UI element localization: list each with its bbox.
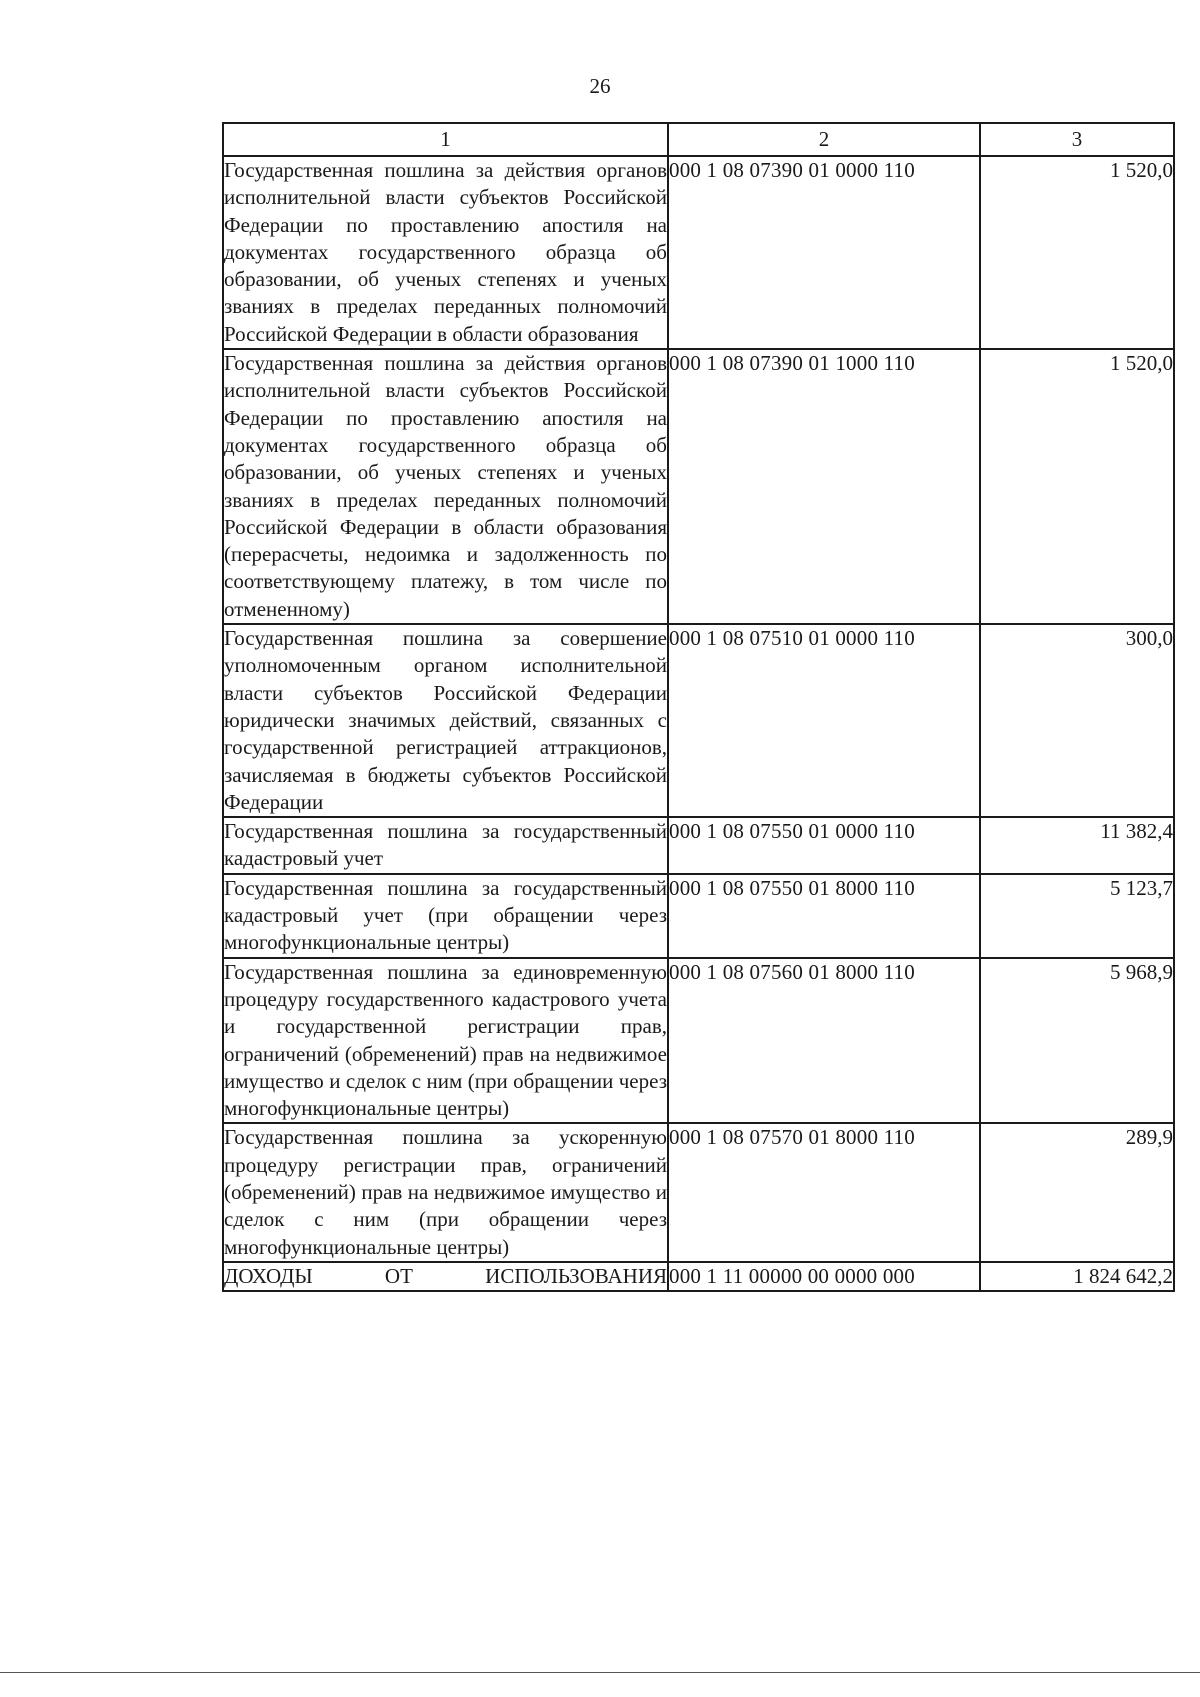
revenue-name-cell: Государственная пошлина за ускоренную процедуру регистрации прав, ограничений (обременений) прав на недвижимое имущество и сделок с ним (при обращении через многофункциональные центры) xyxy=(223,1123,668,1261)
revenue-amount-cell: 5 968,9 xyxy=(980,958,1174,1124)
revenue-amount-cell: 289,9 xyxy=(980,1123,1174,1261)
revenue-amount-cell: 11 382,4 xyxy=(980,817,1174,874)
revenue-name-cell: Государственная пошлина за государственный кадастровый учет (при обращении через многофункциональные центры) xyxy=(223,874,668,958)
table-row xyxy=(223,817,1174,874)
revenue-code-cell: 000 1 08 07390 01 0000 110 xyxy=(668,156,980,349)
revenue-code-cell: 000 1 08 07550 01 0000 110 xyxy=(668,817,980,874)
page-number: 26 xyxy=(589,74,611,98)
revenue-name-cell: Государственная пошлина за единовременную процедуру государственного кадастрового учета и государственной регистрации прав, ограничений (обременений) прав на недвижимое имущество и сделок с ним (при обращении через многофункциональные центры) xyxy=(223,958,668,1124)
revenue-name-cell: Государственная пошлина за действия органов исполнительной власти субъектов Российской Федерации по проставлению апостиля на документах государственного образца об образовании, об ученых степенях и ученых званиях в пределах переданных полномочий Российской Федерации в области образования xyxy=(223,156,668,349)
column-header-1: 1 xyxy=(223,123,668,156)
revenue-code-cell: 000 1 08 07550 01 8000 110 xyxy=(668,874,980,958)
revenue-name-cell: Государственная пошлина за государственный кадастровый учет xyxy=(223,817,668,874)
table-row xyxy=(223,349,1174,624)
revenue-name-cell: Государственная пошлина за действия органов исполнительной власти субъектов Российской Федерации по проставлению апостиля на документах государственного образца об образовании, об ученых степенях и ученых званиях в пределах переданных полномочий Российской Федерации в области образования (перерасчеты, недоимка и задолженность по соответствующему платежу, в том числе по отмененному) xyxy=(223,349,668,624)
revenue-amount-cell: 1 520,0 xyxy=(980,156,1174,349)
revenue-code-cell: 000 1 08 07570 01 8000 110 xyxy=(668,1123,980,1261)
revenue-code-cell: 000 1 11 00000 00 0000 000 xyxy=(668,1262,980,1291)
table-row xyxy=(223,1262,1174,1291)
table-header-row xyxy=(223,123,1174,156)
revenue-amount-cell: 1 824 642,2 xyxy=(980,1262,1174,1291)
table-row xyxy=(223,874,1174,958)
page-bottom-rule xyxy=(0,1672,1200,1673)
column-header-3: 3 xyxy=(980,123,1174,156)
revenue-name-cell: ДОХОДЫ ОТ ИСПОЛЬЗОВАНИЯ xyxy=(223,1262,668,1291)
revenue-amount-cell: 5 123,7 xyxy=(980,874,1174,958)
table-row xyxy=(223,624,1174,817)
table-row xyxy=(223,156,1174,349)
budget-revenue-table xyxy=(222,122,1175,1292)
revenue-code-cell: 000 1 08 07510 01 0000 110 xyxy=(668,624,980,817)
column-header-2: 2 xyxy=(668,123,980,156)
revenue-code-cell: 000 1 08 07560 01 8000 110 xyxy=(668,958,980,1124)
table-row xyxy=(223,958,1174,1124)
revenue-name-cell: Государственная пошлина за совершение уполномоченным органом исполнительной власти субъектов Российской Федерации юридически значимых действий, связанных с государственной регистрацией аттракционов, зачисляемая в бюджеты субъектов Российской Федерации xyxy=(223,624,668,817)
revenue-code-cell: 000 1 08 07390 01 1000 110 xyxy=(668,349,980,624)
table-row xyxy=(223,1123,1174,1261)
revenue-amount-cell: 300,0 xyxy=(980,624,1174,817)
revenue-amount-cell: 1 520,0 xyxy=(980,349,1174,624)
